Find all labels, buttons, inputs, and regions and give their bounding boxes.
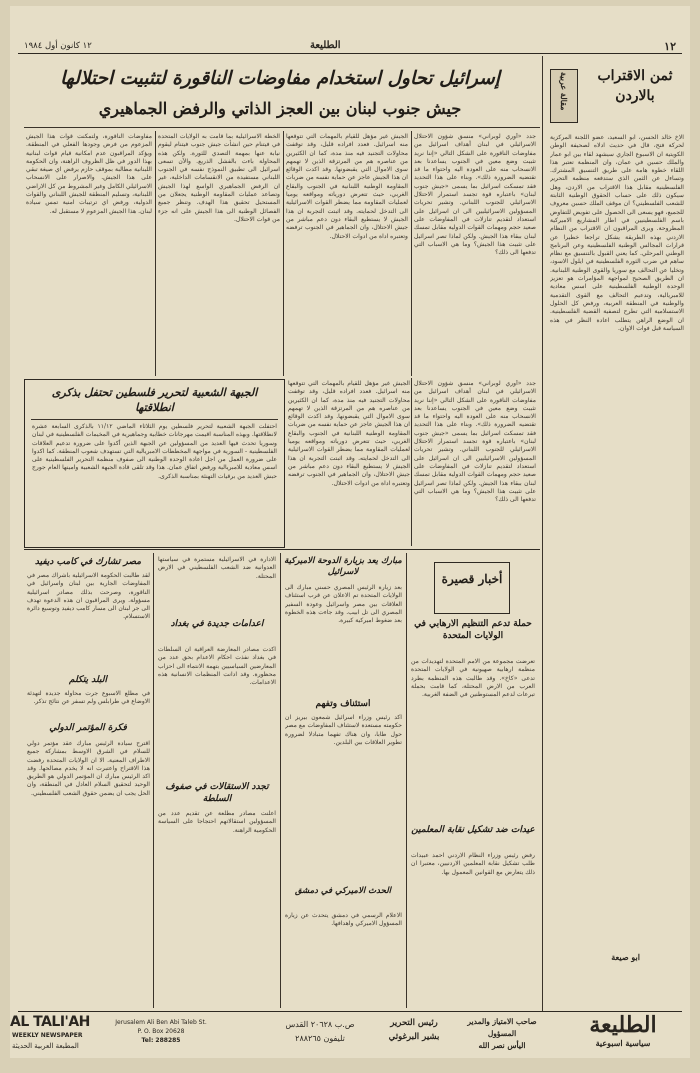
footer-phone-ar: تليفون ٢٨٨٢٦٥ xyxy=(295,1034,345,1043)
news-text: اكدت مصادر المعارضة العراقية ان السلطات في بغداد نفذت احكام الاعدام بحق عدد من المعارضين السياسيين بتهمة الانتماء الى احزاب محظورة. وقد ادانت المنظمات الانسانية هذه الاعدامات. xyxy=(158,646,276,687)
bottom-section-rule xyxy=(24,549,540,550)
news-text: الاعلام الرسمي في دمشق يتحدث عن زيارة المسؤول الاميركي واهدافها. xyxy=(285,912,402,928)
news-title: فكرة المؤتمر الدولي xyxy=(49,723,127,733)
sidebar-badge-box xyxy=(550,69,578,123)
main-subheadline: جيش جنوب لبنان بين العجز الذاتي والرفض الجماهيري xyxy=(98,99,462,118)
page-number: ١٢ xyxy=(664,40,676,53)
news-text: رفض رئيس وزراء النظام الاردني احمد عبيدات طلب تشكيل نقابة المعلمين الاردنيين، معتبرا ان ذلك يتعارض مع القوانين المعمول بها. xyxy=(411,852,535,876)
footer-contact-ar xyxy=(272,1018,368,1046)
footer-pobox-ar: ص.ب ٢٠٦٢٨ القدس xyxy=(285,1020,355,1029)
col-divider xyxy=(411,131,412,376)
article-continued-right: جدد «أوري لوبراني» منسق شؤون الاحتلال الاسرائيلي في لبنان أهداف اسرائيل من مفاوضات الناقورة على الشكل التالي «إننا نريد تثبيت وضع معين في الجنوب يساعدنا بعد الانسحاب منه على العودة اليه واحتواء ما قد تقتضيه الضرورة ذلك». وبناء على هذا التحديد فقد تمسكت اسرائيل بما يسمى «جيش جنوب لبنان» باعتباره قوة تجسد استمرار الاحتلال الاسرائيلي للجنوب اللبناني. وتشير تحريات المسؤولين الاسرائيليين الى ان اسرائيل على استعداد لتقديم تنازلات في المفاوضات على صعيد حجم ومهمات القوات الدولية مقابل تمسك لبنان ببقاء هذا الجيش. ولكن لماذا تصر اسرائيل على تثبيت هذا الجيش؟ وما هي الاسباب التي تدفعها الى ذلك؟ xyxy=(414,380,536,504)
news-text: اقترح سيادة الرئيس مبارك عقد مؤتمر دولي للسلام في الشرق الاوسط بمشاركة جميع الاطراف المعنية. الا ان الولايات المتحدة رفضت هذا الاقتراح واعتبرت انه لا يخدم مصالحها. وقد اكد الرئيس مبارك ان المؤتمر الدولي هو الطريق الوحيد لتحقيق السلام العادل في المنطقة، وان الحل يجب ان يضمن حقوق الشعب الفلسطيني. xyxy=(27,740,150,797)
news-text: اعلنت مصادر مطلعة عن تقديم عدد من المسؤولين استقالاتهم احتجاجا على السياسة الحكومية الراهنة. xyxy=(158,810,276,834)
news-text: لقد طالبت الحكومة الاسرائيلية باشراك مصر في المفاوضات الجارية بين لبنان واسرائيل في الناقورة، وصرحت بذلك مصادر اسرائيلية مسؤولة. ويرى المراقبون ان هذه الدعوة تهدف الى جر لبنان الى مسار كامب ديفيد وتوسيع دائرة الاستسلام. xyxy=(27,572,150,621)
news-text: بعد زيارة الرئيس المصري حسني مبارك الى الولايات المتحدة تم الاعلان عن قرب استئناف العلاقات بين مصر واسرائيل وعودة السفير المصري الى تل ابيب. وقد جاءت هذه الخطوة بعد ضغوط اميركية كبيرة. xyxy=(285,584,402,625)
pflp-story-text: احتفلت الجبهة الشعبية لتحرير فلسطين يوم الثلاثاء الماضي ١١/١٢ بالذكرى السابعة عشرة لانطلاقتها. وبهذه المناسبة اقيمت مهرجانات خطابية وجماهيرية في المخيمات الفلسطينية في لبنان وسوريا تحدث فيها العديد من المسؤولين عن الجبهة الذين أكدوا على ضرورة تدعيم العلاقات الفلسطينية - السورية في مواجهة المخططات الامبريالية التي تستهدف شعوب المنطقة. كما اكدوا على ضرورة العمل من اجل اعادة الوحدة الوطنية الى صفوف منظمة التحرير الفلسطينية على اسس معادية للامبريالية ورفض اتفاق عمان. هذا وقد تلقى قادة الجبهة الشعبية وامينها العام جورج حبش العديد من برقيات التهنئة بمناسبة الذكرى. xyxy=(32,423,277,480)
footer-address: Jerusalem Ali Ben Abi Taleb St. xyxy=(115,1019,207,1026)
header-rule xyxy=(18,53,682,54)
short-news-badge: أخبار قصيرة xyxy=(441,572,503,586)
news-title: مصر تشارك في كامب ديفيد xyxy=(34,557,142,567)
col-divider xyxy=(283,131,284,376)
masthead-title: الطليعة xyxy=(310,40,341,51)
headline-rule xyxy=(24,127,540,128)
footer-logo-en: AL TALI'AH xyxy=(10,1014,90,1030)
main-headline: إسرائيل تحاول استخدام مفاوضات الناقورة لتثبيت احتلالها xyxy=(60,68,500,89)
news-title: مبارك يعد بزيارة الدوحة الاميركية لاسرائيل xyxy=(284,556,402,577)
news-title: حملة تدعم التنظيم الارهابي في الولايات المتحدة xyxy=(414,619,532,641)
footer-tel: Tel: 288285 xyxy=(141,1037,181,1044)
bottom-divider xyxy=(280,553,281,1008)
sidebar-title: ثمن الاقتراب بالاردن xyxy=(597,68,673,104)
pflp-story-title: الجبهة الشعبية لتحرير فلسطين تحتفل بذكرى انطلاقتها xyxy=(31,385,278,420)
footer-editor-label: رئيس التحرير xyxy=(390,1018,438,1028)
article-continued-left: الجيش غير مؤهل للقيام بالمهمات التي تتوقعها منه اسرائيل. فعدد افراده قليل، وقد توقفت محاولات التجنيد فيه منذ مدة، كما ان الكثيرين من عناصره هم من المرتزقة الذين لا تهمهم سوى الاموال التي يقبضونها. وقد اكدت الوقائع ان هذا الجيش عاجز عن حماية نفسه من ضربات المقاومة الوطنية اللبنانية في الجنوب والبقاع الغربي، حيث تتعرض دورياته ومواقعه يوميا لعمليات المقاومة مما يضطر القوات الاسرائيلية الى التدخل لحمايته. وقد اثبتت التجربة ان هذا الجيش لا يستطيع البقاء دون دعم مباشر من جيش الاحتلال، وان الجماهير في الجنوب ترفضه وتعتبره اداة من ادوات الاحتلال. xyxy=(288,380,410,487)
bottom-divider xyxy=(153,553,154,1008)
news-title: تجدد الاستقالات في صفوف السلطة xyxy=(165,782,269,804)
col-divider xyxy=(411,378,412,546)
footer-pobox: P. O. Box 20628 xyxy=(137,1028,185,1035)
footer-address-block xyxy=(106,1018,216,1045)
footer-subtitle-en: WEEKLY NEWSPAPER xyxy=(12,1032,83,1039)
footer-editor-name: بشير البرغوثي xyxy=(388,1032,440,1042)
sidebar-signature: ابو صيعة xyxy=(611,952,640,962)
footer-logo-ar-sub: سياسية اسبوعية xyxy=(595,1038,651,1048)
article-column-3: الخطة الاسرائيلية بما قامت به الولايات المتحدة في فيتنام حين انشأت جيش جنوب فيتنام ليقوم نيابة عنها بمهمة التصدي للثورة. ولكن هذه المحاولة باءت بالفشل الذريع. والآن تسعى اسرائيل الى تطبيق النموذج نفسه في الجنوب اللبناني مستفيدة من الانقسامات الداخلية، غير ان الرفض الجماهيري الواسع لهذا الجيش وتصاعد عمليات المقاومة الوطنية يجعلان من المستحيل تحقيق هذا الهدف. وتنظر جميع الفصائل الوطنية الى هذا الجيش على انه جزء من قوات الاحتلال. xyxy=(158,133,280,223)
news-title: الحدث الاميركي في دمشق xyxy=(294,886,392,896)
footer-editor xyxy=(374,1016,454,1044)
article-column-2: الجيش غير مؤهل للقيام بالمهمات التي تتوقعها منه اسرائيل. فعدد افراده قليل، وقد توقفت محاولات التجنيد فيه منذ مدة، كما ان الكثيرين من عناصره هم من المرتزقة الذين لا تهمهم سوى الاموال التي يقبضونها. وقد اكدت الوقائع ان هذا الجيش عاجز عن حماية نفسه من ضربات المقاومة الوطنية اللبنانية في الجنوب والبقاع الغربي، حيث تتعرض دورياته ومواقعه يوميا لعمليات المقاومة مما يضطر القوات الاسرائيلية الى التدخل لحمايته. وقد اثبتت التجربة ان هذا الجيش لا يستطيع البقاء دون دعم مباشر من جيش الاحتلال، وان الجماهير في الجنوب ترفضه وتعتبره اداة من ادوات الاحتلال. xyxy=(286,133,408,240)
sidebar-text: الاخ خالد الحسن، ابو السعيد، عضو اللجنة المركزية لحركة فتح، قال في حديث ادلاه لصحيفة الوطن الكويتية ان الاسبوع الجاري سيشهد لقاء بين ابو عمار والملك حسين في عمان، وان المنظمة تعتبر هذا اللقاء خطوة هامة على طريق التنسيق المشترك. وتساءل عن الثمن الذي ستدفعه منظمة التحرير الفلسطينية مقابل هذا الاقتراب من الاردن، وهل سيكون ذلك على حساب الحقوق الوطنية الثابتة للشعب الفلسطيني؟ ان موقف الملك حسين معروف للجميع، فهو يسعى الى الحصول على تفويض للتفاوض باسم الفلسطينيين في اطار المشاريع الاميركية المطروحة. ويرى المراقبون ان الاقتراب من النظام الاردني بهذه الطريقة يشكل تراجعا خطيرا عن قرارات المجالس الوطنية الفلسطينية وعن البرنامج الوطني المرحلي. كما يعني القبول بالتنسيق مع نظام ساهم في ضرب الثورة الفلسطينية في ايلول الاسود، وتخليا عن التحالف مع سوريا والقوى الوطنية اللبنانية. ان الطريق الصحيح لمواجهة المؤامرات هو تعزيز الوحدة الوطنية الفلسطينية على اسس معادية للامبريالية، وتدعيم التحالف مع القوى التقدمية والوطنية في المنطقة العربية، ورفض كل الحلول الاستسلامية التي تطرح لتصفية القضية الفلسطينية. ان الوضع الراهن يتطلب اعادة النظر في هذه السياسة قبل فوات الاوان. xyxy=(550,134,684,332)
news-title: استئناف وتفهم xyxy=(315,699,371,709)
news-text: تعرضت مجموعة من الامم المتحدة لتهديدات من منظمة ارهابية صهيونية في الولايات المتحدة تدعى «كاخ». وقد طالبت هذه المنظمة بطرد العرب من الارض المحتلة، كما قامت بحملة تبرعات لدعم المستوطنين في الضفة الغربية. xyxy=(411,658,535,699)
sidebar-badge: مقالة عربية xyxy=(559,72,569,111)
news-text: الادارة في الاسرائيلية مستمرة في سياستها العدوانية ضد الشعب الفلسطيني في الارض المحتلة. xyxy=(158,556,276,580)
footer-owner xyxy=(462,1016,542,1052)
footer-owner-label: صاحب الامتياز والمدير المسؤول xyxy=(467,1017,537,1038)
short-news-badge-box xyxy=(434,562,510,614)
news-text: في مطلع الاسبوع جرت محاولة جديدة لتهدئة الاوضاع في طرابلس ولم تسفر عن نتائج تذكر. xyxy=(27,690,150,706)
news-title: اعدامات جديدة في بغداد xyxy=(170,619,264,629)
issue-date: ١٢ كانون أول ١٩٨٤ xyxy=(24,41,92,51)
bottom-divider xyxy=(406,553,407,1008)
footer-owner-name: اليأس نصر الله xyxy=(478,1041,526,1050)
sidebar-divider xyxy=(542,56,543,1011)
news-text: اكد رئيس وزراء اسرائيل شمعون بيريز ان حكومته مستعدة لاستئناف المفاوضات مع مصر حول طابا، وان هناك تفهما متبادلا لضرورة تطوير العلاقات بين البلدين. xyxy=(285,714,402,746)
footer-logo-ar: الطليعة xyxy=(589,1012,657,1038)
footer-logo-ar-block xyxy=(564,1012,682,1048)
news-title: البلد يتكلم xyxy=(69,675,107,685)
col-divider xyxy=(155,131,156,376)
newspaper-page xyxy=(10,6,690,1058)
news-title: عيدات ضد تشكيل نقابة المعلمين xyxy=(411,825,535,835)
pflp-story-box xyxy=(24,379,285,548)
article-column-4: مفاوضات الناقورة، ولتمكنت قوات هذا الجيش المزعوم من فرض وجودها الفعلي في المنطقة. ويؤكد المراقبون عدم امكانية قيام قوات لبنانية بهذا الدور في ظل الظروف الراهنة، وان الحكومة اللبنانية مطالبة بموقف حازم يرفض اي صيغة تبقي على هذا الجيش. والاصرار على الانسحاب الاسرائيلي الكامل وغير المشروط من كل الاراضي اللبنانية، وتسليم المنطقة للجيش اللبناني والقوات الدولية، ورفض اي ترتيبات امنية تمس سيادة لبنان. هذا الجيش المزعوم لا مستقبل له. xyxy=(26,133,152,215)
article-column-1: جدد «أوري لوبراني» منسق شؤون الاحتلال الاسرائيلي في لبنان أهداف اسرائيل من مفاوضات الناقورة على الشكل التالي «إننا نريد تثبيت وضع معين في الجنوب يساعدنا بعد الانسحاب منه على العودة اليه واحتواء ما قد تقتضيه الضرورة ذلك». وبناء على هذا التحديد فقد تمسكت اسرائيل بما يسمى «جيش جنوب لبنان» باعتباره قوة تجسد استمرار الاحتلال الاسرائيلي للجنوب اللبناني. وتشير تحريات المسؤولين الاسرائيليين الى ان اسرائيل على استعداد لتقديم تنازلات في المفاوضات على صعيد حجم ومهمات القوات الدولية مقابل تمسك لبنان ببقاء هذا الجيش. ولكن لماذا تصر اسرائيل على تثبيت هذا الجيش؟ وما هي الاسباب التي تدفعها الى ذلك؟ xyxy=(414,133,536,257)
footer-publisher: المطبعة العربية الحديثة xyxy=(12,1042,79,1050)
